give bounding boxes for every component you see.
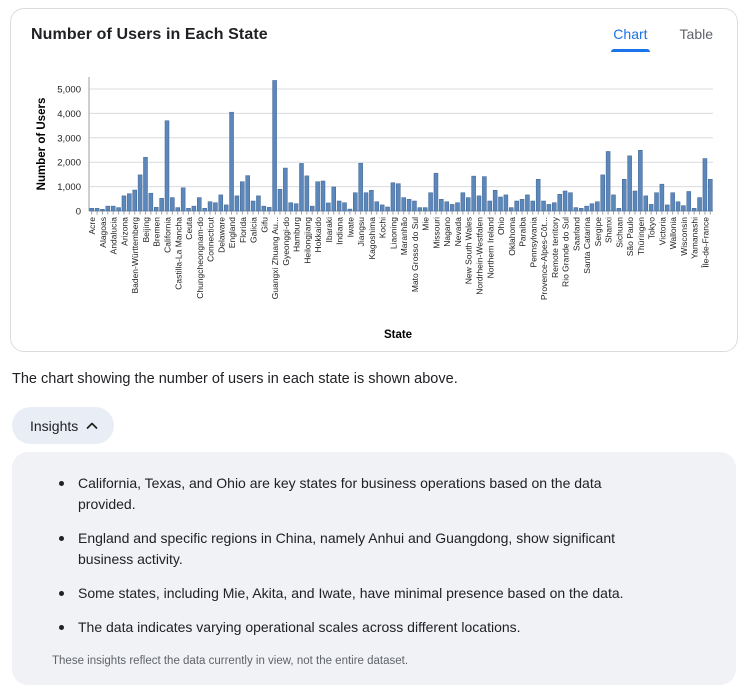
svg-text:Castilla-La Mancha: Castilla-La Mancha bbox=[173, 217, 184, 290]
svg-text:Nordrhein-Westfalen: Nordrhein-Westfalen bbox=[474, 217, 485, 295]
svg-text:Mie: Mie bbox=[420, 217, 431, 231]
svg-text:Mato Grosso do Sul: Mato Grosso do Sul bbox=[409, 217, 420, 293]
svg-text:Arizona: Arizona bbox=[119, 217, 130, 246]
svg-text:Galicia: Galicia bbox=[248, 217, 259, 243]
svg-text:Nevada: Nevada bbox=[452, 217, 463, 247]
svg-text:Acre: Acre bbox=[87, 217, 98, 235]
svg-text:Kochi: Kochi bbox=[377, 217, 388, 239]
insight-item: California, Texas, and Ohio are key states for business operations based on the data provided. bbox=[50, 473, 650, 515]
insights-button-label: Insights bbox=[30, 417, 79, 434]
svg-text:0: 0 bbox=[75, 206, 81, 218]
svg-text:Hamburg: Hamburg bbox=[291, 217, 302, 252]
svg-text:4,000: 4,000 bbox=[57, 108, 81, 120]
svg-text:Northern Ireland: Northern Ireland bbox=[485, 217, 496, 279]
svg-text:Number of Users: Number of Users bbox=[36, 97, 48, 191]
svg-text:Saarland: Saarland bbox=[571, 217, 582, 252]
svg-text:Oklahoma: Oklahoma bbox=[506, 217, 517, 256]
tab-table[interactable]: Table bbox=[679, 26, 713, 42]
svg-text:Missouri: Missouri bbox=[431, 217, 442, 249]
insights-panel bbox=[12, 452, 736, 685]
svg-text:Connecticut: Connecticut bbox=[205, 217, 216, 262]
svg-text:Ceuta: Ceuta bbox=[184, 217, 195, 240]
svg-text:Île-de-France: Île-de-France bbox=[700, 217, 711, 268]
svg-text:Paraíba: Paraíba bbox=[517, 217, 528, 247]
chart-table-tabs bbox=[611, 24, 715, 52]
svg-text:Provence-Alpes-Côt...: Provence-Alpes-Côt... bbox=[539, 217, 550, 301]
svg-text:Tokyo: Tokyo bbox=[646, 217, 657, 240]
chart-card bbox=[10, 8, 738, 352]
svg-text:Bremen: Bremen bbox=[151, 217, 162, 247]
svg-text:Kagoshima: Kagoshima bbox=[366, 217, 377, 260]
svg-text:Jiangsu: Jiangsu bbox=[356, 217, 367, 247]
svg-text:Remote territory: Remote territory bbox=[549, 217, 560, 278]
svg-text:Nagano: Nagano bbox=[442, 217, 453, 247]
insight-item: England and specific regions in China, namely Anhui and Guangdong, show significant business activity. bbox=[50, 528, 650, 570]
card-header bbox=[11, 9, 737, 52]
svg-text:New South Wales: New South Wales bbox=[463, 217, 474, 285]
svg-text:Gyeonggi-do: Gyeonggi-do bbox=[280, 217, 291, 266]
svg-text:California: California bbox=[162, 217, 173, 253]
chart-caption: The chart showing the number of users in each state is shown above. bbox=[12, 371, 458, 387]
svg-text:Indiana: Indiana bbox=[334, 217, 345, 245]
svg-text:3,000: 3,000 bbox=[57, 133, 81, 145]
svg-text:Iwate: Iwate bbox=[345, 217, 356, 238]
svg-text:Beijing: Beijing bbox=[140, 217, 151, 243]
svg-text:Victoria: Victoria bbox=[657, 217, 668, 246]
chevron-up-icon bbox=[86, 420, 98, 432]
svg-text:1,000: 1,000 bbox=[57, 182, 81, 194]
svg-text:Thüringen: Thüringen bbox=[635, 217, 646, 256]
svg-text:England: England bbox=[227, 217, 238, 249]
svg-text:Guangxi Zhuang Au...: Guangxi Zhuang Au... bbox=[270, 217, 281, 300]
svg-text:Heilongjiang: Heilongjiang bbox=[302, 217, 313, 264]
svg-text:Rio Grande do Sul: Rio Grande do Sul bbox=[560, 217, 571, 287]
insight-item: The data indicates varying operational scales across different locations. bbox=[50, 617, 650, 638]
chart-title: Number of Users in Each State bbox=[31, 26, 268, 43]
svg-text:Pennsylvania: Pennsylvania bbox=[528, 217, 539, 268]
svg-text:Alagoas: Alagoas bbox=[97, 217, 108, 248]
insights-toggle-button[interactable] bbox=[12, 407, 114, 444]
svg-text:Liaoning: Liaoning bbox=[388, 217, 399, 250]
svg-text:Delaware: Delaware bbox=[216, 217, 227, 253]
insights-list bbox=[50, 473, 696, 638]
svg-text:Florida: Florida bbox=[237, 217, 248, 243]
insights-footnote: These insights reflect the data currently in view, not the entire dataset. bbox=[52, 655, 409, 667]
tab-chart[interactable]: Chart bbox=[611, 24, 649, 52]
svg-text:Ibaraki: Ibaraki bbox=[323, 217, 334, 243]
svg-text:Wisconsin: Wisconsin bbox=[678, 217, 689, 256]
svg-text:Baden-Württemberg: Baden-Württemberg bbox=[130, 217, 141, 294]
svg-text:Andalucia: Andalucia bbox=[108, 217, 119, 255]
svg-text:5,000: 5,000 bbox=[57, 84, 81, 96]
svg-text:Santa Catarina: Santa Catarina bbox=[582, 217, 593, 274]
svg-text:Chungcheongnam-do: Chungcheongnam-do bbox=[194, 217, 205, 299]
insight-item: Some states, including Mie, Akita, and Iwate, have minimal presence based on the data. bbox=[50, 583, 650, 604]
svg-text:São Paulo: São Paulo bbox=[625, 217, 636, 257]
svg-text:Maranhão: Maranhão bbox=[399, 217, 410, 256]
svg-text:Sichuan: Sichuan bbox=[614, 217, 625, 248]
svg-text:Ohio: Ohio bbox=[496, 217, 507, 235]
svg-text:Wallonia: Wallonia bbox=[668, 217, 679, 250]
svg-text:State: State bbox=[383, 329, 413, 341]
svg-text:Sergipe: Sergipe bbox=[592, 217, 603, 247]
svg-text:Gifu: Gifu bbox=[259, 217, 270, 233]
svg-text:2,000: 2,000 bbox=[57, 157, 81, 169]
svg-text:Shanxi: Shanxi bbox=[603, 217, 614, 243]
svg-text:Yamanashi: Yamanashi bbox=[689, 217, 700, 259]
svg-text:Hokkaido: Hokkaido bbox=[313, 217, 324, 253]
bar-chart bbox=[11, 61, 739, 351]
